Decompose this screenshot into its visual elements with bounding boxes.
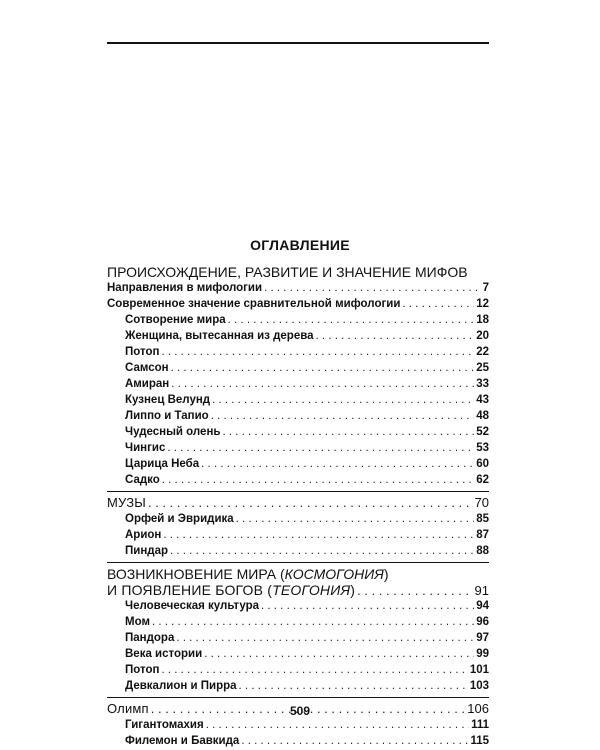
section-heading-cosmogony: ВОЗНИКНОВЕНИЕ МИРА (КОСМОГОНИЯ) xyxy=(107,566,389,582)
toc-entry-theogony[interactable]: И ПОЯВЛЕНИЕ БОГОВ (ТЕОГОНИЯ) . . . 91 xyxy=(107,582,489,598)
toc-entry-flood-2[interactable]: Потоп . . . 101 xyxy=(107,662,489,678)
section-heading-origin: ПРОИСХОЖДЕНИЕ, РАЗВИТИЕ И ЗНАЧЕНИЕ МИФОВ xyxy=(107,264,468,280)
toc-entry-wonder-deer[interactable]: Чудесный олень . . . 52 xyxy=(107,424,489,440)
section-divider xyxy=(107,491,489,492)
toc-entry-pindar[interactable]: Пиндар . . . 88 xyxy=(107,543,489,559)
section-divider xyxy=(107,562,489,563)
toc-entry-olymp[interactable]: Олимп . . . 106 xyxy=(107,701,489,717)
toc-entry-deucalion-pyrrha[interactable]: Девкалион и Пирра . . . 103 xyxy=(107,678,489,694)
toc-entry-orpheus[interactable]: Орфей и Эвридика . . . 85 xyxy=(107,511,489,527)
toc-entry-lippo-tapio[interactable]: Липпо и Тапио . . . 48 xyxy=(107,408,489,424)
toc-entry-wooden-woman[interactable]: Женщина, вытесанная из дерева . . . 20 xyxy=(107,328,489,344)
toc-entry-queen-of-heaven[interactable]: Царица Неба . . . 60 xyxy=(107,456,489,472)
toc-entry-creation[interactable]: Сотворение мира . . . 18 xyxy=(107,312,489,328)
toc-title: ОГЛАВЛЕНИЕ xyxy=(250,237,350,253)
toc-entry-samson[interactable]: Самсон . . . 25 xyxy=(107,360,489,376)
page-number: 509 xyxy=(289,704,311,718)
toc-entry-mom[interactable]: Мом . . . 96 xyxy=(107,614,489,630)
section-divider xyxy=(107,697,489,698)
toc-entry-amiran[interactable]: Амиран . . . 33 xyxy=(107,376,489,392)
toc-entry-arion[interactable]: Арион . . . 87 xyxy=(107,527,489,543)
toc-entry-modern-meaning[interactable]: Современное значение сравнительной мифологии . . . 12 xyxy=(107,296,489,312)
toc-entry-philemon-baucis[interactable]: Филемон и Бавкида . . . 115 xyxy=(107,733,489,749)
toc-entry-pandora[interactable]: Пандора . . . 97 xyxy=(107,630,489,646)
toc-entry-flood[interactable]: Потоп . . . 22 xyxy=(107,344,489,360)
toc-entry-directions[interactable]: Направления в мифологии . . . 7 xyxy=(107,280,489,296)
table-of-contents xyxy=(107,264,489,749)
toc-entry-human-culture[interactable]: Человеческая культура . . . 94 xyxy=(107,598,489,614)
toc-entry-sadko[interactable]: Садко . . . 62 xyxy=(107,472,489,488)
toc-entry-chingis[interactable]: Чингис . . . 53 xyxy=(107,440,489,456)
top-rule xyxy=(107,42,489,44)
toc-entry-ages-of-history[interactable]: Века истории . . . 99 xyxy=(107,646,489,662)
toc-entry-gigantomachy[interactable]: Гигантомахия . . . 111 xyxy=(107,717,489,733)
toc-entry-velund[interactable]: Кузнец Велунд . . . 43 xyxy=(107,392,489,408)
toc-entry-muses[interactable]: МУЗЫ . . . 70 xyxy=(107,495,489,511)
